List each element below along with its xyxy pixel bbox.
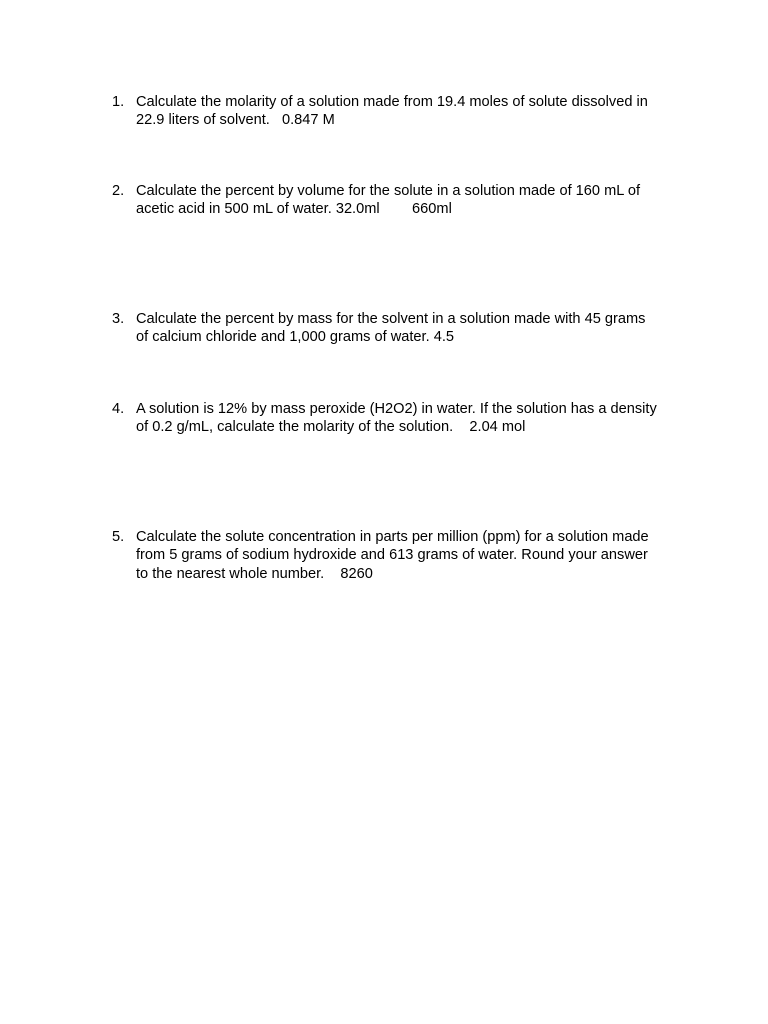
question-number: 3. — [112, 311, 125, 327]
question-line: acetic acid in 500 mL of water. 32.0ml 660ml — [136, 201, 452, 218]
question-line: A solution is 12% by mass peroxide (H2O2) in water. If the solution has a density — [136, 401, 657, 417]
question-line: Calculate the percent by volume for the solute in a solution made of 160 mL of — [136, 183, 641, 199]
question-line: Calculate the percent by mass for the solvent in a solution made with 45 grams — [136, 311, 646, 327]
question-text — [136, 528, 696, 583]
question-number: 5. — [112, 529, 125, 545]
question-text — [136, 93, 696, 130]
question-line: Calculate the solute concentration in parts per million (ppm) for a solution made — [136, 529, 649, 545]
question-line: 22.9 liters of solvent. 0.847 M — [136, 112, 335, 129]
question-number: 1. — [112, 94, 125, 110]
question-line: of calcium chloride and 1,000 grams of water. 4.5 — [136, 329, 454, 346]
question-line: Calculate the molarity of a solution made from 19.4 moles of solute dissolved in — [136, 94, 648, 110]
question-number: 4. — [112, 401, 125, 417]
question-line: from 5 grams of sodium hydroxide and 613 grams of water. Round your answer — [136, 547, 648, 564]
question-text — [136, 182, 696, 219]
question-line: to the nearest whole number. 8260 — [136, 565, 373, 582]
question-text — [136, 400, 696, 437]
question-line: of 0.2 g/mL, calculate the molarity of the solution. 2.04 mol — [136, 419, 526, 436]
question-number: 2. — [112, 183, 125, 199]
question-text — [136, 310, 696, 347]
